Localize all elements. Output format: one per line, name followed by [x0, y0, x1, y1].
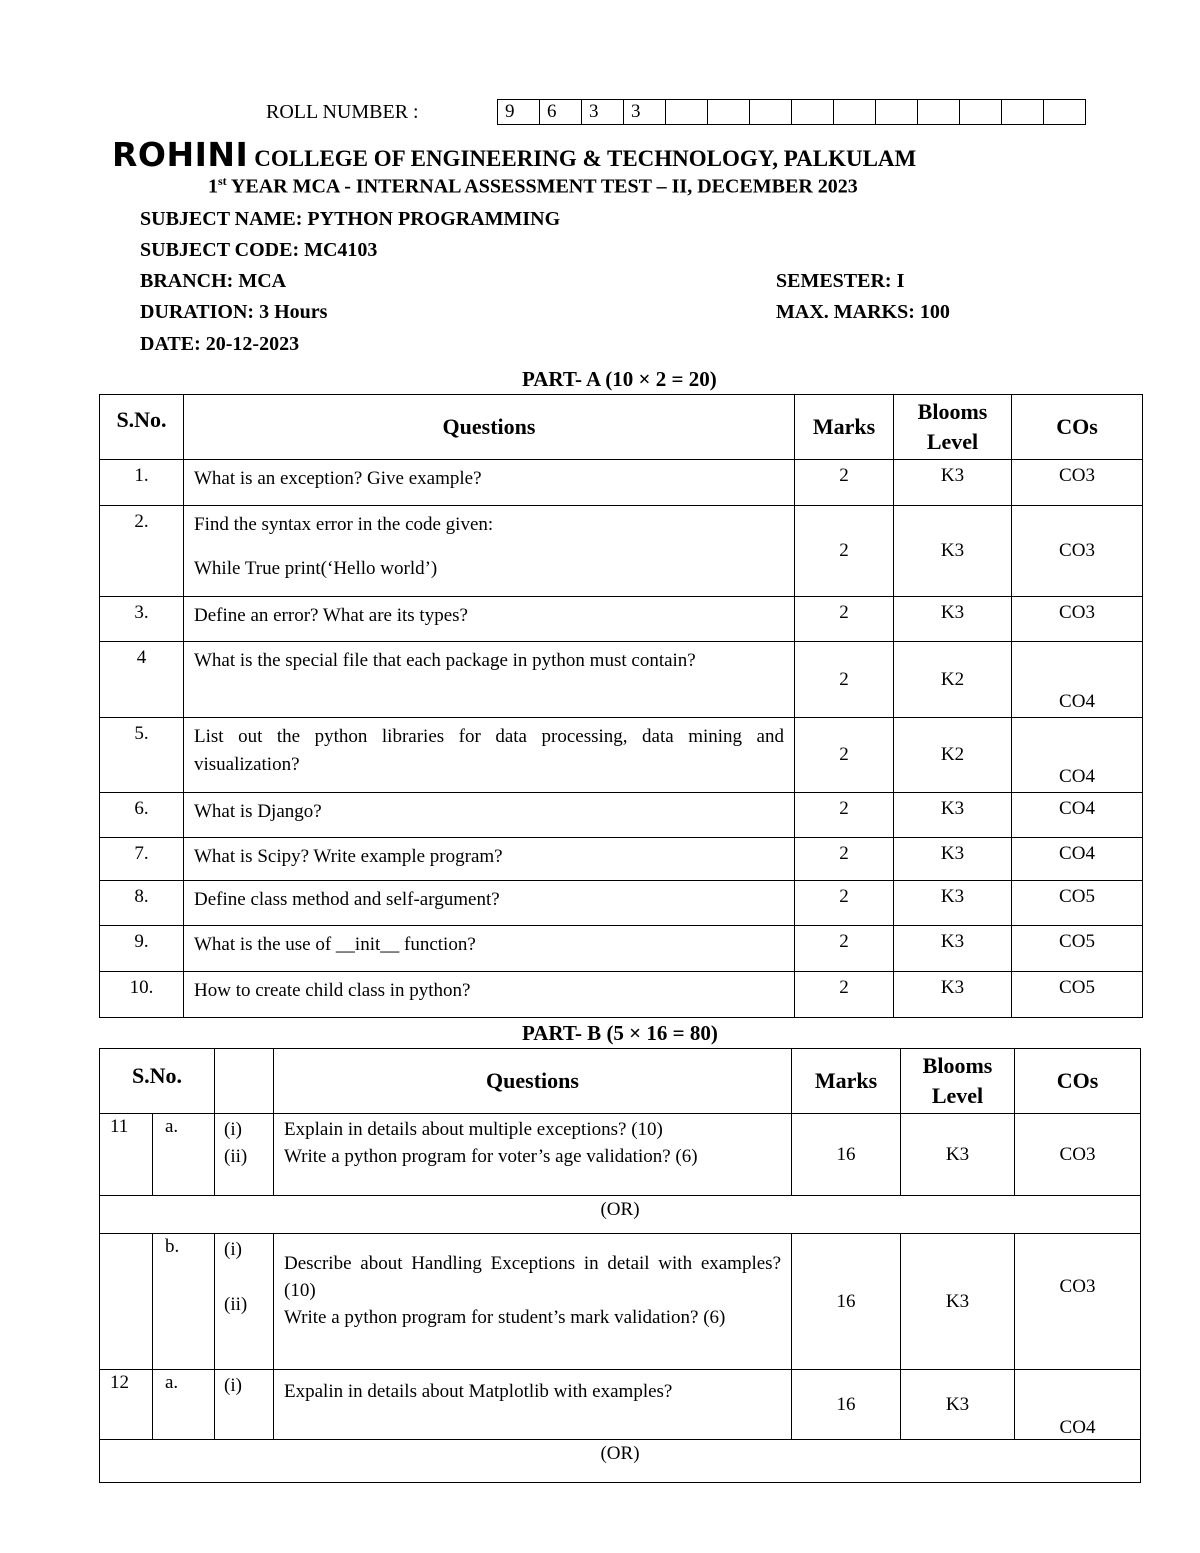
- question-cell: [184, 718, 795, 793]
- co-cell: CO4: [1012, 793, 1143, 838]
- question-cell: [184, 506, 795, 597]
- roll-digit-cell: 9: [498, 100, 540, 125]
- co-cell: CO5: [1012, 926, 1143, 972]
- q11a-subparts: [215, 1114, 274, 1196]
- marks-cell: 2: [795, 793, 894, 838]
- college-name: COLLEGE OF ENGINEERING & TECHNOLOGY, PALKULAM: [254, 146, 917, 171]
- roll-digit-cell: [876, 100, 918, 125]
- exam-year-number: 1: [208, 175, 218, 198]
- table-row: [100, 642, 1143, 718]
- or-row: [100, 1196, 1141, 1234]
- co-cell: CO3: [1012, 506, 1143, 597]
- level-cell: K2: [894, 642, 1012, 718]
- co-cell: CO4: [1012, 718, 1143, 793]
- roll-digit-cell: [666, 100, 708, 125]
- sno-cell: 6.: [100, 793, 184, 838]
- roll-number-label: ROLL NUMBER :: [266, 101, 419, 123]
- question-text: What is Scipy? Write example program?: [194, 846, 503, 867]
- co-cell: CO3: [1012, 597, 1143, 642]
- table-row: [100, 793, 1143, 838]
- level-cell: K3: [894, 972, 1012, 1018]
- part-b-header-marks: Marks: [792, 1049, 901, 1114]
- duration: DURATION: 3 Hours: [140, 301, 328, 323]
- subject-code: SUBJECT CODE: MC4103: [140, 239, 378, 261]
- table-row: [100, 926, 1143, 972]
- q11a-text: [274, 1114, 792, 1196]
- level-cell: K3: [901, 1234, 1015, 1370]
- level-label: Level: [931, 1083, 984, 1108]
- q11b-subparts: [215, 1234, 274, 1370]
- part-a-header-questions: Questions: [184, 395, 795, 460]
- part-a-title: PART- A (10 × 2 = 20): [522, 367, 717, 391]
- branch: BRANCH: MCA: [140, 270, 287, 292]
- roll-digit-cell: 3: [582, 100, 624, 125]
- sno-cell: 7.: [100, 838, 184, 881]
- marks-cell: 2: [795, 597, 894, 642]
- marks-cell: 2: [795, 838, 894, 881]
- marks-cell: 2: [795, 460, 894, 506]
- roll-digit-cell: [918, 100, 960, 125]
- subpart-label: (i): [224, 1375, 242, 1396]
- co-cell: CO5: [1012, 972, 1143, 1018]
- subpart-label: (i): [224, 1239, 242, 1260]
- question-text: While True print(‘Hello world’): [194, 558, 438, 579]
- question-text: What is an exception? Give example?: [194, 468, 482, 489]
- roll-digit-cell: [750, 100, 792, 125]
- subpart-label: (i): [224, 1119, 242, 1140]
- marks-cell: 2: [795, 926, 894, 972]
- roll-digit-cell: [960, 100, 1002, 125]
- question-cell: [184, 597, 795, 642]
- max-marks: MAX. MARKS: 100: [776, 301, 950, 323]
- marks-cell: 2: [795, 881, 894, 926]
- q12-option: a.: [153, 1370, 215, 1440]
- roll-number-grid: [497, 99, 1086, 125]
- part-a-header-marks: Marks: [795, 395, 894, 460]
- college-brand: ROHINI: [112, 135, 249, 174]
- table-row: [100, 597, 1143, 642]
- level-cell: K3: [894, 506, 1012, 597]
- marks-cell: 16: [792, 1234, 901, 1370]
- q12-number: 12: [100, 1370, 153, 1440]
- sno-cell: 8.: [100, 881, 184, 926]
- level-label: Level: [926, 429, 979, 454]
- sno-cell: 4: [100, 642, 184, 718]
- sno-cell: 10.: [100, 972, 184, 1018]
- or-label: (OR): [100, 1440, 1141, 1483]
- marks-cell: 2: [795, 718, 894, 793]
- q11-number: 11: [100, 1114, 153, 1196]
- part-a-header-sno: S.No.: [100, 395, 184, 460]
- question-cell: [184, 642, 795, 718]
- co-cell: CO4: [1012, 642, 1143, 718]
- co-cell: CO3: [1012, 460, 1143, 506]
- level-cell: K2: [894, 718, 1012, 793]
- q11b-text: [274, 1234, 792, 1370]
- semester: SEMESTER: I: [776, 270, 905, 292]
- college-heading: [112, 135, 916, 174]
- table-row: [100, 1114, 1141, 1196]
- table-row: [100, 881, 1143, 926]
- roll-digit-cell: [1044, 100, 1086, 125]
- question-text: Describe about Handling Exceptions in detail with examples? (10): [284, 1253, 781, 1301]
- blooms-label: Blooms: [922, 1053, 993, 1078]
- co-cell: CO4: [1015, 1370, 1141, 1440]
- level-cell: K3: [894, 460, 1012, 506]
- subpart-label: (ii): [224, 1146, 248, 1167]
- question-text: What is the use of __init__ function?: [194, 934, 476, 955]
- question-text: Define an error? What are its types?: [194, 605, 468, 626]
- part-b-header-sub: [215, 1049, 274, 1114]
- subpart-label: (ii): [224, 1294, 248, 1315]
- level-cell: K3: [901, 1114, 1015, 1196]
- subject-name: SUBJECT NAME: PYTHON PROGRAMMING: [140, 208, 561, 230]
- q12a-text: [274, 1370, 792, 1440]
- level-cell: K3: [894, 881, 1012, 926]
- table-row: [100, 1234, 1141, 1370]
- marks-cell: 16: [792, 1370, 901, 1440]
- question-text: List out the python libraries for data processing, data mining and visualization?: [194, 726, 784, 775]
- question-text: Write a python program for voter’s age validation? (6): [284, 1146, 698, 1167]
- table-row: [100, 1370, 1141, 1440]
- or-row: [100, 1440, 1141, 1483]
- roll-digit-cell: [708, 100, 750, 125]
- part-b-header-cos: COs: [1015, 1049, 1141, 1114]
- roll-digit-cell: 3: [624, 100, 666, 125]
- part-b-title: PART- B (5 × 16 = 80): [522, 1021, 718, 1045]
- table-row: [100, 506, 1143, 597]
- marks-cell: 16: [792, 1114, 901, 1196]
- roll-digit-cell: [834, 100, 876, 125]
- question-text: Write a python program for student’s mark validation? (6): [284, 1307, 726, 1328]
- question-text: Define class method and self-argument?: [194, 889, 500, 910]
- question-text: How to create child class in python?: [194, 980, 471, 1001]
- roll-digit-cell: [1002, 100, 1044, 125]
- roll-digit-cell: [792, 100, 834, 125]
- marks-cell: 2: [795, 642, 894, 718]
- exam-title-text: YEAR MCA - INTERNAL ASSESSMENT TEST – II, DECEMBER 2023: [226, 175, 858, 198]
- sno-cell: 5.: [100, 718, 184, 793]
- question-cell: [184, 926, 795, 972]
- table-row: [100, 718, 1143, 793]
- sno-cell: 1.: [100, 460, 184, 506]
- marks-cell: 2: [795, 972, 894, 1018]
- exam-title: [208, 174, 858, 199]
- sno-cell: 2.: [100, 506, 184, 597]
- co-cell: CO4: [1012, 838, 1143, 881]
- level-cell: K3: [894, 793, 1012, 838]
- question-text: What is the special file that each package in python must contain?: [194, 650, 696, 671]
- question-text: Explain in details about multiple exceptions? (10): [284, 1119, 663, 1140]
- level-cell: K3: [894, 838, 1012, 881]
- question-cell: [184, 793, 795, 838]
- part-b-header-sno: S.No.: [100, 1049, 215, 1114]
- level-cell: K3: [901, 1370, 1015, 1440]
- exam-year-suffix: st: [218, 174, 227, 188]
- table-row: [100, 972, 1143, 1018]
- question-text: Expalin in details about Matplotlib with examples?: [284, 1381, 673, 1402]
- part-a-header-blooms: [894, 395, 1012, 460]
- q11b-number: [100, 1234, 153, 1370]
- part-a-table: [99, 394, 1143, 1018]
- level-cell: K3: [894, 597, 1012, 642]
- exam-date: DATE: 20-12-2023: [140, 333, 300, 355]
- q11-option: a.: [153, 1114, 215, 1196]
- part-b-table: [99, 1048, 1141, 1483]
- co-cell: CO3: [1015, 1114, 1141, 1196]
- co-cell: CO5: [1012, 881, 1143, 926]
- sno-cell: 9.: [100, 926, 184, 972]
- table-row: [100, 460, 1143, 506]
- sno-cell: 3.: [100, 597, 184, 642]
- question-text: Find the syntax error in the code given:: [194, 514, 494, 535]
- table-row: [100, 838, 1143, 881]
- roll-digit-cell: 6: [540, 100, 582, 125]
- question-cell: [184, 460, 795, 506]
- level-cell: K3: [894, 926, 1012, 972]
- question-cell: [184, 838, 795, 881]
- marks-cell: 2: [795, 506, 894, 597]
- part-a-header-cos: COs: [1012, 395, 1143, 460]
- q12a-subparts: [215, 1370, 274, 1440]
- part-b-header-questions: Questions: [274, 1049, 792, 1114]
- part-b-header-blooms: [901, 1049, 1015, 1114]
- q11b-option: b.: [153, 1234, 215, 1370]
- question-text: What is Django?: [194, 801, 322, 822]
- question-cell: [184, 881, 795, 926]
- blooms-label: Blooms: [917, 399, 988, 424]
- or-label: (OR): [100, 1196, 1141, 1234]
- co-cell: CO3: [1015, 1234, 1141, 1370]
- question-cell: [184, 972, 795, 1018]
